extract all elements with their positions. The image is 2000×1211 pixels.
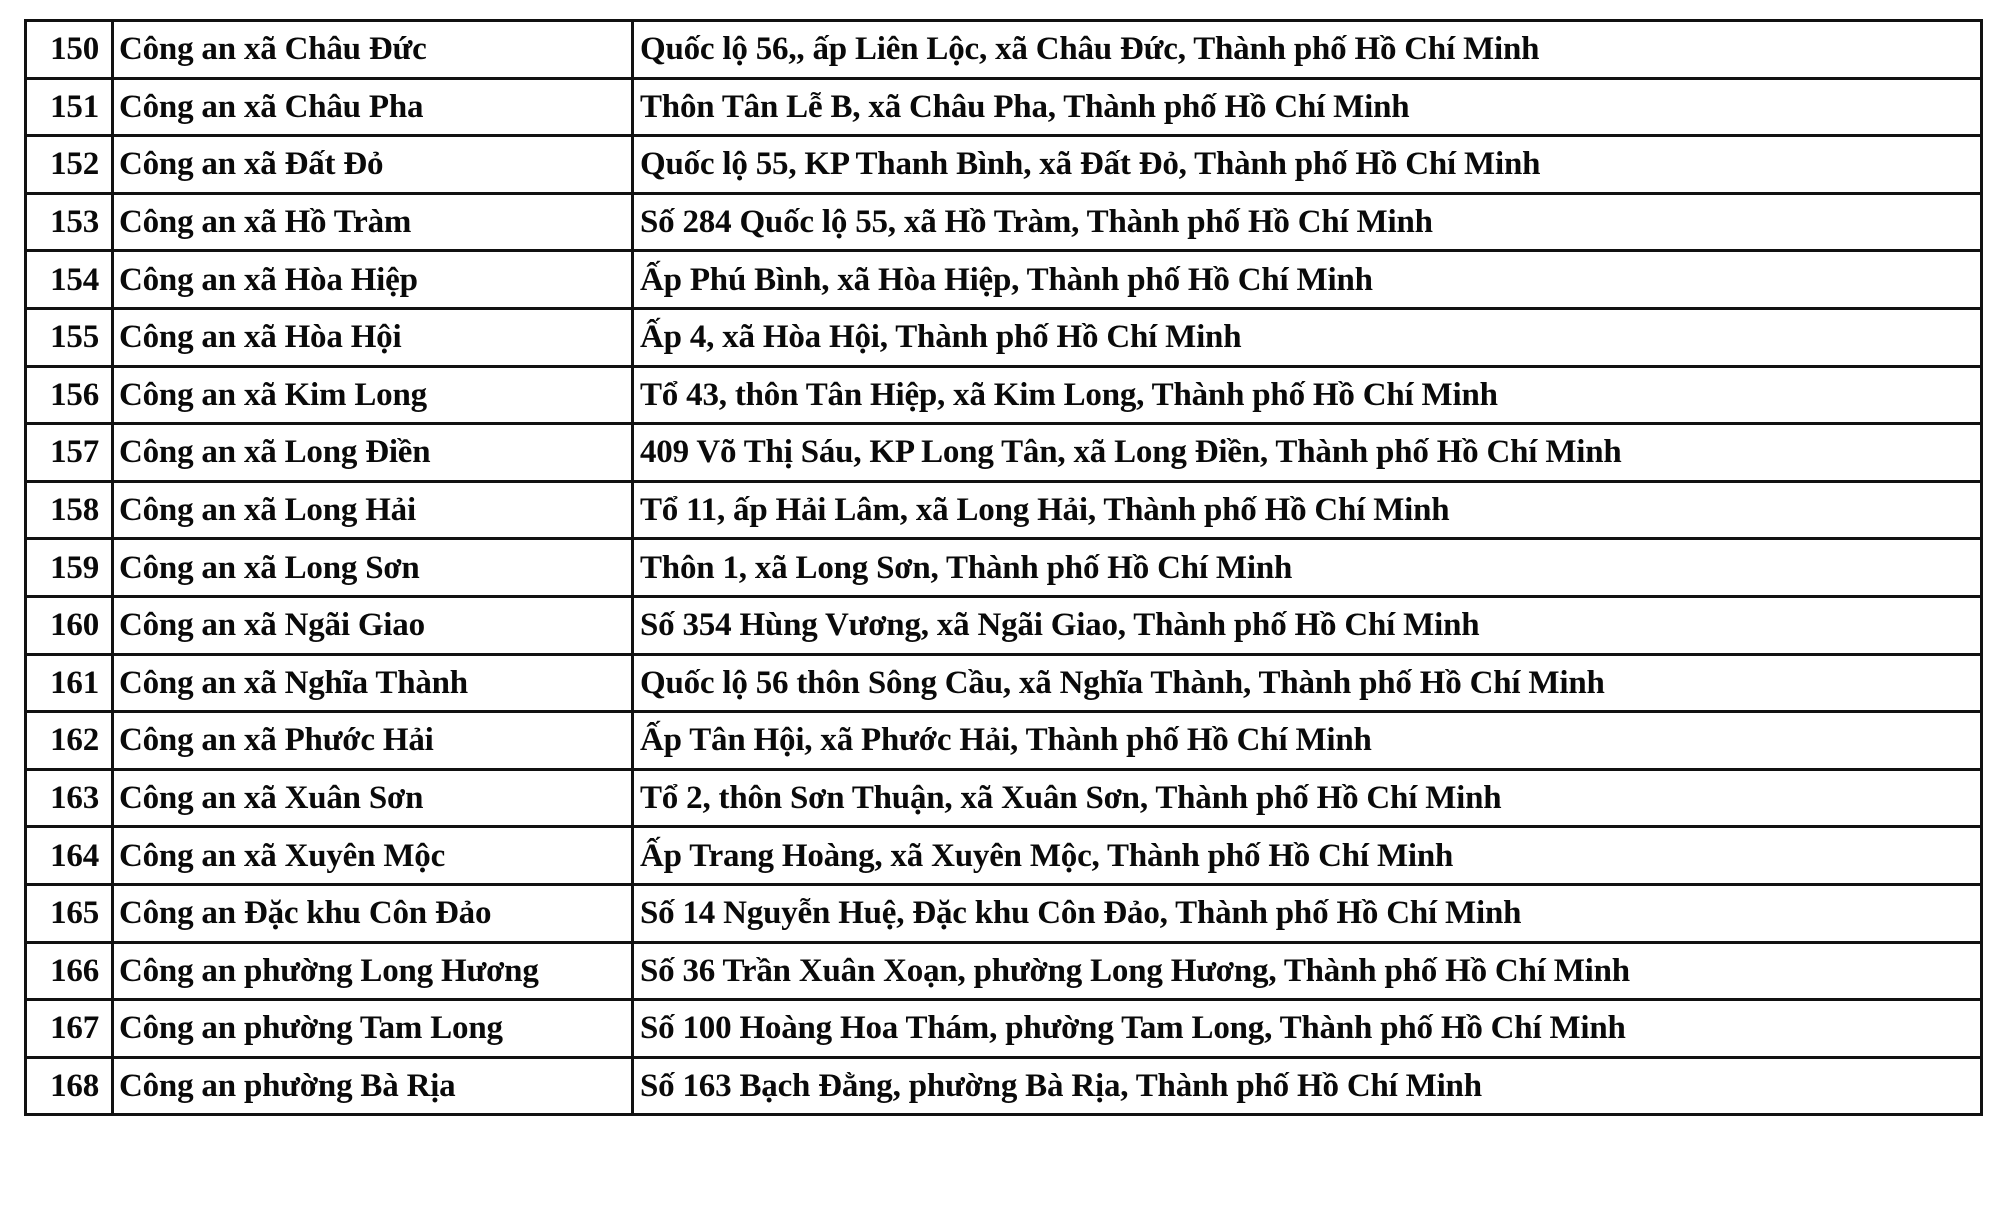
row-number-cell: 161: [26, 654, 113, 712]
police-station-table: [24, 19, 1983, 1116]
row-number-cell: 163: [26, 769, 113, 827]
table-row: [26, 596, 1982, 654]
row-number-cell: 150: [26, 21, 113, 79]
row-number-cell: 167: [26, 1000, 113, 1058]
station-name-cell: Công an Đặc khu Côn Đảo: [113, 884, 633, 942]
station-address-cell: Số 163 Bạch Đằng, phường Bà Rịa, Thành phố Hồ Chí Minh: [633, 1057, 1982, 1115]
table-row: [26, 654, 1982, 712]
table-row: [26, 884, 1982, 942]
station-name-cell: Công an xã Long Sơn: [113, 539, 633, 597]
station-name-cell: Công an xã Hòa Hiệp: [113, 251, 633, 309]
station-name-cell: Công an xã Nghĩa Thành: [113, 654, 633, 712]
station-name-cell: Công an xã Xuyên Mộc: [113, 827, 633, 885]
row-number-cell: 159: [26, 539, 113, 597]
station-name-cell: Công an phường Bà Rịa: [113, 1057, 633, 1115]
station-name-cell: Công an xã Long Hải: [113, 481, 633, 539]
police-station-table-wrapper: [24, 19, 1980, 1116]
table-row: [26, 193, 1982, 251]
station-address-cell: Số 36 Trần Xuân Xoạn, phường Long Hương, Thành phố Hồ Chí Minh: [633, 942, 1982, 1000]
table-row: [26, 1000, 1982, 1058]
row-number-cell: 168: [26, 1057, 113, 1115]
station-address-cell: Quốc lộ 56,, ấp Liên Lộc, xã Châu Đức, Thành phố Hồ Chí Minh: [633, 21, 1982, 79]
station-name-cell: Công an phường Long Hương: [113, 942, 633, 1000]
row-number-cell: 153: [26, 193, 113, 251]
row-number-cell: 151: [26, 78, 113, 136]
table-row: [26, 136, 1982, 194]
station-address-cell: Ấp Tân Hội, xã Phước Hải, Thành phố Hồ Chí Minh: [633, 712, 1982, 770]
station-address-cell: Số 284 Quốc lộ 55, xã Hồ Tràm, Thành phố Hồ Chí Minh: [633, 193, 1982, 251]
table-row: [26, 78, 1982, 136]
station-name-cell: Công an xã Hồ Tràm: [113, 193, 633, 251]
table-row: [26, 481, 1982, 539]
row-number-cell: 155: [26, 308, 113, 366]
station-name-cell: Công an xã Long Điền: [113, 424, 633, 482]
row-number-cell: 164: [26, 827, 113, 885]
station-address-cell: Thôn 1, xã Long Sơn, Thành phố Hồ Chí Minh: [633, 539, 1982, 597]
table-row: [26, 308, 1982, 366]
station-name-cell: Công an phường Tam Long: [113, 1000, 633, 1058]
station-address-cell: Quốc lộ 55, KP Thanh Bình, xã Đất Đỏ, Thành phố Hồ Chí Minh: [633, 136, 1982, 194]
table-row: [26, 21, 1982, 79]
table-row: [26, 251, 1982, 309]
station-name-cell: Công an xã Châu Pha: [113, 78, 633, 136]
station-name-cell: Công an xã Ngãi Giao: [113, 596, 633, 654]
station-address-cell: Số 354 Hùng Vương, xã Ngãi Giao, Thành phố Hồ Chí Minh: [633, 596, 1982, 654]
row-number-cell: 166: [26, 942, 113, 1000]
row-number-cell: 165: [26, 884, 113, 942]
station-address-cell: Ấp Phú Bình, xã Hòa Hiệp, Thành phố Hồ Chí Minh: [633, 251, 1982, 309]
station-address-cell: Tổ 11, ấp Hải Lâm, xã Long Hải, Thành phố Hồ Chí Minh: [633, 481, 1982, 539]
row-number-cell: 162: [26, 712, 113, 770]
station-address-cell: Tổ 2, thôn Sơn Thuận, xã Xuân Sơn, Thành phố Hồ Chí Minh: [633, 769, 1982, 827]
station-address-cell: Ấp 4, xã Hòa Hội, Thành phố Hồ Chí Minh: [633, 308, 1982, 366]
row-number-cell: 154: [26, 251, 113, 309]
table-row: [26, 827, 1982, 885]
station-address-cell: 409 Võ Thị Sáu, KP Long Tân, xã Long Điền, Thành phố Hồ Chí Minh: [633, 424, 1982, 482]
row-number-cell: 157: [26, 424, 113, 482]
station-name-cell: Công an xã Đất Đỏ: [113, 136, 633, 194]
station-address-cell: Số 14 Nguyễn Huệ, Đặc khu Côn Đảo, Thành phố Hồ Chí Minh: [633, 884, 1982, 942]
table-row: [26, 424, 1982, 482]
table-body: [26, 21, 1982, 1115]
table-row: [26, 769, 1982, 827]
table-row: [26, 942, 1982, 1000]
station-address-cell: Tổ 43, thôn Tân Hiệp, xã Kim Long, Thành phố Hồ Chí Minh: [633, 366, 1982, 424]
table-row: [26, 1057, 1982, 1115]
station-name-cell: Công an xã Hòa Hội: [113, 308, 633, 366]
station-address-cell: Thôn Tân Lễ B, xã Châu Pha, Thành phố Hồ Chí Minh: [633, 78, 1982, 136]
station-address-cell: Ấp Trang Hoàng, xã Xuyên Mộc, Thành phố Hồ Chí Minh: [633, 827, 1982, 885]
row-number-cell: 160: [26, 596, 113, 654]
station-name-cell: Công an xã Xuân Sơn: [113, 769, 633, 827]
row-number-cell: 158: [26, 481, 113, 539]
table-row: [26, 712, 1982, 770]
station-name-cell: Công an xã Châu Đức: [113, 21, 633, 79]
row-number-cell: 156: [26, 366, 113, 424]
row-number-cell: 152: [26, 136, 113, 194]
station-name-cell: Công an xã Phước Hải: [113, 712, 633, 770]
table-row: [26, 539, 1982, 597]
station-address-cell: Số 100 Hoàng Hoa Thám, phường Tam Long, Thành phố Hồ Chí Minh: [633, 1000, 1982, 1058]
table-row: [26, 366, 1982, 424]
station-name-cell: Công an xã Kim Long: [113, 366, 633, 424]
station-address-cell: Quốc lộ 56 thôn Sông Cầu, xã Nghĩa Thành, Thành phố Hồ Chí Minh: [633, 654, 1982, 712]
